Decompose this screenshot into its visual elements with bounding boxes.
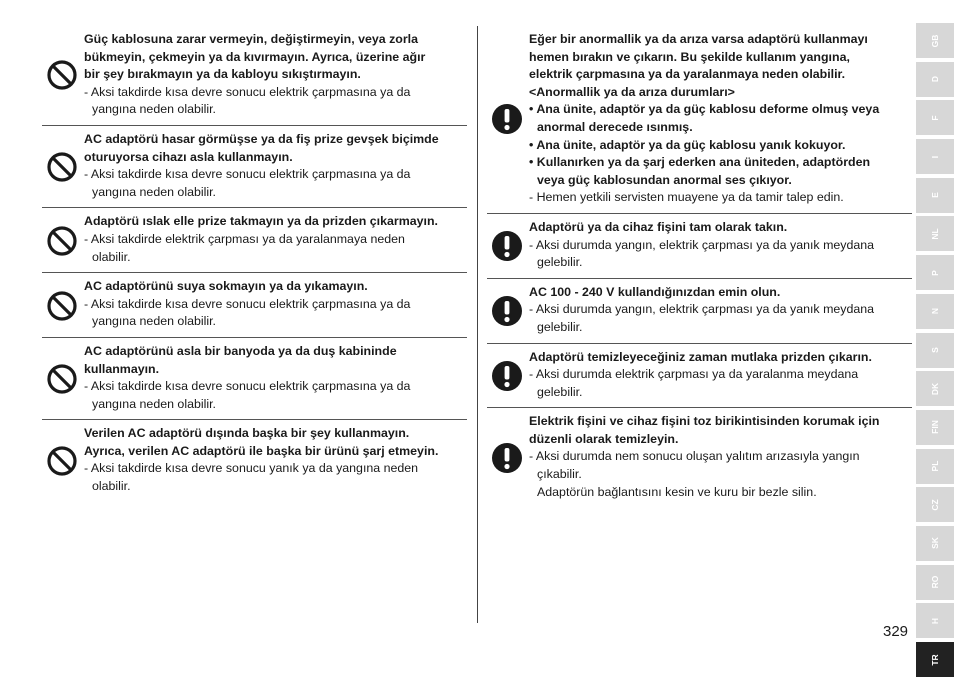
language-tab-label: NL [930, 228, 940, 240]
warning-item [487, 278, 912, 343]
language-tab-label: N [930, 308, 940, 315]
column-divider [477, 26, 478, 623]
prohibition-icon [46, 290, 78, 322]
warning-note: gelebilir. [537, 319, 583, 334]
warning-note: yangına neden olabilir. [92, 314, 217, 329]
language-tab-ro[interactable] [916, 565, 954, 600]
warning-note: - Aksi takdirde kısa devre sonucu elektrik çarpmasına ya da [84, 379, 411, 394]
mandatory-exclamation-icon [491, 230, 523, 262]
warning-heading: Adaptörü ya da cihaz fişini tam olarak takın. [529, 219, 788, 234]
mandatory-exclamation-icon [491, 103, 523, 135]
warning-heading: kullanmayın. [84, 361, 160, 376]
warning-heading: oturuyorsa cihazı asla kullanmayın. [84, 149, 293, 164]
warning-note: yangına neden olabilir. [92, 184, 217, 199]
language-tab-label: S [930, 347, 940, 353]
language-tab-label: FIN [930, 420, 940, 435]
language-tab-label: D [930, 76, 940, 83]
language-tab-label: P [930, 269, 940, 276]
warning-heading: elektrik çarpmasına ya da yaralanmaya neden olabilir. [529, 67, 846, 82]
prohibition-icon [46, 445, 78, 477]
warning-heading: AC adaptörünü asla bir banyoda ya da duş kabininde [84, 343, 397, 358]
warning-item [487, 407, 912, 507]
language-tab-label: DK [930, 382, 940, 395]
mandatory-exclamation-icon [491, 360, 523, 392]
mandatory-exclamation-icon [491, 442, 523, 474]
warning-note: - Aksi durumda nem sonucu oluşan yalıtım arızasıyla yangın [529, 449, 860, 464]
language-tab-e[interactable] [916, 178, 954, 213]
warning-note: - Aksi takdirde kısa devre sonucu yanık ya da yangına neden [84, 461, 419, 476]
warning-note: - Aksi takdirde kısa devre sonucu elektrik çarpmasına ya da [84, 296, 411, 311]
language-tab-label: H [930, 617, 940, 624]
warning-note: yangına neden olabilir. [92, 396, 217, 411]
warning-heading: AC adaptörü hasar görmüşse ya da fiş prize gevşek biçimde [84, 131, 439, 146]
warning-note: çıkabilir. [537, 467, 582, 482]
warning-heading: Verilen AC adaptörü dışında başka bir şey kullanmayın. [84, 426, 410, 441]
warning-note: olabilir. [92, 249, 131, 264]
warning-heading: Ayrıca, verilen AC adaptörü ile başka bir ürünü şarj etmeyin. [84, 443, 439, 458]
warning-heading: <Anormallik ya da arıza durumları> [529, 84, 735, 99]
language-tab-label: RO [930, 575, 940, 589]
language-tab-i[interactable] [916, 139, 954, 174]
language-tab-label: I [930, 155, 940, 158]
language-tab-f[interactable] [916, 100, 954, 135]
language-tab-s[interactable] [916, 333, 954, 368]
warning-heading: Eğer bir anormallik ya da arıza varsa adaptörü kullanmayı [529, 32, 868, 46]
warning-note: gelebilir. [537, 384, 583, 399]
warning-heading: AC 100 - 240 V kullandığınızdan emin olun. [529, 284, 781, 299]
warning-heading: bir şey bırakmayın ya da kabloyu sıkıştırmayın. [84, 67, 361, 82]
language-tab-label: CZ [930, 499, 940, 511]
language-tab-label: E [930, 192, 940, 199]
language-tab-dk[interactable] [916, 371, 954, 406]
warning-note: - Aksi takdirde elektrik çarpması ya da yaralanmaya neden [84, 231, 405, 246]
language-tab-nl[interactable] [916, 216, 954, 251]
language-tab-label: SK [930, 537, 940, 550]
warning-note: yangına neden olabilir. [92, 102, 217, 117]
language-tabs [916, 23, 954, 681]
warning-heading: Güç kablosuna zarar vermeyin, değiştirmeyin, veya zorla [84, 32, 419, 46]
prohibition-icon [46, 225, 78, 257]
warning-heading: Adaptörü ıslak elle prize takmayın ya da prizden çıkarmayın. [84, 214, 438, 229]
language-tab-fin[interactable] [916, 410, 954, 445]
language-tab-label: TR [930, 653, 940, 666]
language-tab-pl[interactable] [916, 449, 954, 484]
warning-note: - Aksi takdirde kısa devre sonucu elektrik çarpmasına ya da [84, 84, 411, 99]
warning-heading: Elektrik fişini ve cihaz fişini toz birikintisinden korumak için [529, 414, 880, 429]
warning-item [42, 419, 467, 501]
warning-note: - Aksi durumda elektrik çarpması ya da yaralanma meydana [529, 367, 859, 382]
condition-bullet: • Ana ünite, adaptör ya da güç kablosu yanık kokuyor. [529, 137, 846, 152]
warning-item [42, 272, 467, 337]
warning-item [42, 337, 467, 419]
condition-bullet: • Ana ünite, adaptör ya da güç kablosu deforme olmuş veya [529, 102, 880, 117]
page-number: 329 [883, 623, 909, 640]
prohibition-icon [46, 59, 78, 91]
warning-heading: AC adaptörünü suya sokmayın ya da yıkamayın. [84, 279, 368, 294]
warning-item [42, 207, 467, 272]
prohibition-icon [46, 151, 78, 183]
prohibition-icon [46, 363, 78, 395]
left-column [42, 26, 467, 502]
warning-note: - Aksi durumda yangın, elektrik çarpması ya da yanık meydana [529, 302, 875, 317]
language-tab-label: PL [930, 460, 940, 472]
warning-note: - Aksi takdirde kısa devre sonucu elektrik çarpmasına ya da [84, 167, 411, 182]
warning-note: olabilir. [92, 479, 131, 494]
language-tab-sk[interactable] [916, 526, 954, 561]
mandatory-exclamation-icon [491, 295, 523, 327]
condition-bullet: anormal derecede ısınmış. [537, 119, 693, 134]
warning-heading: Adaptörü temizleyeceğiniz zaman mutlaka prizden çıkarın. [529, 349, 872, 364]
language-tab-n[interactable] [916, 294, 954, 329]
warning-note: gelebilir. [537, 255, 583, 270]
warning-item [487, 213, 912, 278]
warning-item [487, 26, 912, 213]
warning-note: - Aksi durumda yangın, elektrik çarpması ya da yanık meydana [529, 237, 875, 252]
condition-bullet: veya güç kablosundan anormal ses çıkıyor. [537, 172, 792, 187]
language-tab-label: F [930, 115, 940, 121]
warning-note: Adaptörün bağlantısını kesin ve kuru bir bezle silin. [537, 484, 817, 499]
warning-heading: bükmeyin, çekmeyin ya da kıvırmayın. Ayrıca, üzerine ağır [84, 49, 426, 64]
warning-item [42, 26, 467, 125]
warning-heading: hemen bırakın ve çıkarın. Bu şekilde kullanım yangına, [529, 49, 850, 64]
condition-bullet: • Kullanırken ya da şarj ederken ana üniteden, adaptörden [529, 155, 871, 170]
language-tab-h[interactable] [916, 603, 954, 638]
language-tab-label: GB [930, 34, 940, 47]
warning-note: - Hemen yetkili servisten muayene ya da tamir talep edin. [529, 190, 844, 205]
warning-item [487, 343, 912, 408]
warning-item [42, 125, 467, 207]
language-tab-tr[interactable] [916, 642, 954, 677]
language-tab-p[interactable] [916, 255, 954, 290]
language-tab-d[interactable] [916, 62, 954, 97]
language-tab-gb[interactable] [916, 23, 954, 58]
language-tab-cz[interactable] [916, 487, 954, 522]
warning-heading: düzenli olarak temizleyin. [529, 431, 679, 446]
right-column [487, 26, 912, 507]
